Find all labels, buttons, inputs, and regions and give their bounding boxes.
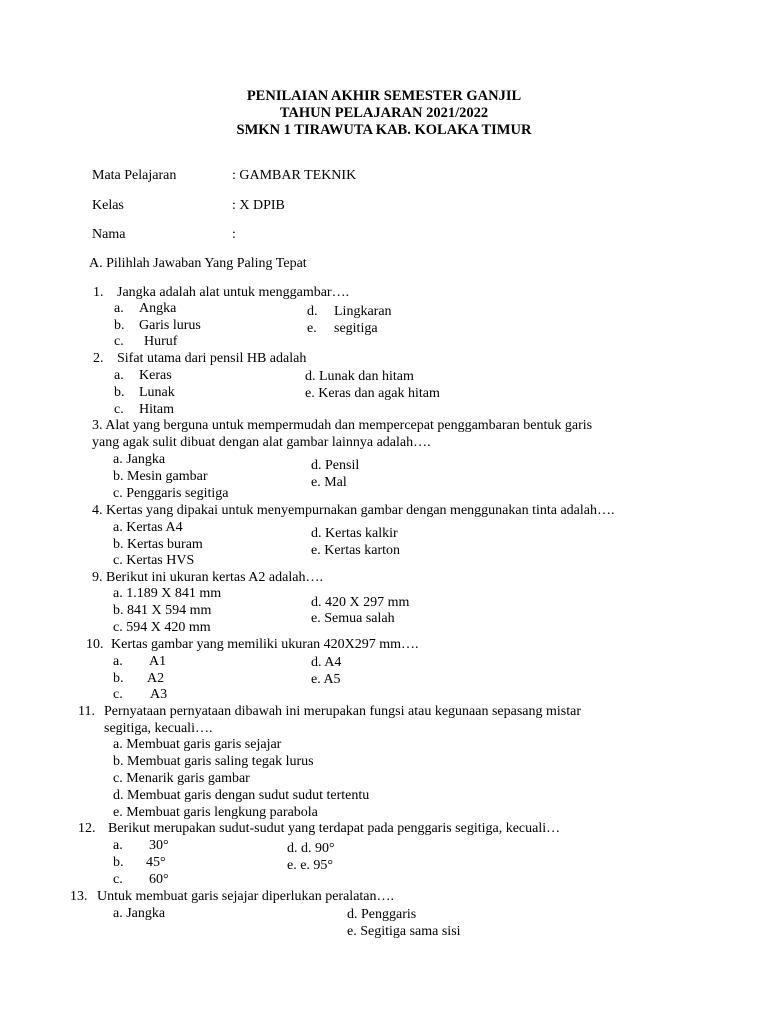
option-letter: e. — [307, 321, 317, 336]
option-letter: c. — [113, 872, 123, 887]
option-d: d. Lunak dan hitam — [305, 369, 414, 384]
option-d: d. A4 — [311, 655, 342, 670]
subject-label: Mata Pelajaran — [92, 168, 177, 183]
question-number: 1. — [93, 285, 104, 300]
option-a: Angka — [139, 301, 177, 316]
question-text: 3. Alat yang berguna untuk mempermudah dan mempercepat penggambaran bentuk garis — [92, 418, 593, 433]
option-e: e. Mal — [311, 475, 347, 490]
option-e: segitiga — [334, 321, 378, 336]
option-letter: c. — [114, 402, 124, 417]
option-letter: a. — [113, 654, 123, 669]
exam-title: PENILAIAN AKHIR SEMESTER GANJIL — [246, 88, 522, 104]
option-c: c. Kertas HVS — [113, 553, 195, 568]
option-d: d. Penggaris — [347, 907, 417, 922]
question-text: Kertas gambar yang memiliki ukuran 420X297 mm…. — [111, 637, 419, 652]
option-b: 45° — [146, 855, 166, 870]
option-a: a. Kertas A4 — [113, 520, 183, 535]
option-e: e. Segitiga sama sisi — [347, 924, 461, 939]
option-letter: b. — [113, 671, 124, 686]
option-b: b. Kertas buram — [113, 537, 203, 552]
section-a-heading: A. Pilihlah Jawaban Yang Paling Tepat — [89, 256, 307, 271]
question-number: 2. — [93, 351, 104, 366]
question-text: Berikut merupakan sudut-sudut yang terdapat pada penggaris segitiga, kecuali… — [108, 821, 561, 836]
school-name: SMKN 1 TIRAWUTA KAB. KOLAKA TIMUR — [236, 122, 532, 138]
question-text: Untuk membuat garis sejajar diperlukan peralatan…. — [97, 889, 395, 904]
question-number: 11. — [78, 704, 95, 719]
option-letter: b. — [113, 855, 124, 870]
option-e: e. Membuat garis lengkung parabola — [113, 805, 318, 820]
option-letter: a. — [114, 301, 124, 316]
question-text: yang agak sulit dibuat dengan alat gambar lainnya adalah…. — [92, 435, 431, 450]
name-label: Nama — [92, 227, 126, 242]
option-d: d. Membuat garis dengan sudut sudut tertentu — [113, 788, 370, 803]
option-d: d. Kertas kalkir — [311, 526, 398, 541]
option-a: 30° — [149, 838, 169, 853]
question-text: 9. Berikut ini ukuran kertas A2 adalah…. — [92, 570, 323, 585]
class-value: : X DPIB — [232, 198, 285, 213]
option-e: e. A5 — [311, 672, 341, 687]
option-letter: d. — [307, 304, 318, 319]
option-letter: b. — [114, 318, 125, 333]
option-letter: c. — [114, 334, 124, 349]
option-a: a. 1.189 X 841 mm — [113, 586, 222, 601]
option-d: d. Pensil — [311, 458, 360, 473]
option-b: b. 841 X 594 mm — [113, 603, 212, 618]
question-text: segitiga, kecuali…. — [104, 721, 213, 736]
option-e: e. Semua salah — [311, 611, 395, 626]
option-d: d. d. 90° — [287, 841, 335, 856]
question-number: 12. — [78, 821, 96, 836]
option-b: Lunak — [139, 385, 175, 400]
option-d: Lingkaran — [334, 304, 392, 319]
option-b: b. Membuat garis saling tegak lurus — [113, 754, 314, 769]
academic-year: TAHUN PELAJARAN 2021/2022 — [279, 105, 489, 121]
question-text: Jangka adalah alat untuk menggambar…. — [117, 285, 350, 300]
option-a: Keras — [139, 368, 172, 383]
question-text: 4. Kertas yang dipakai untuk menyempurnakan gambar dengan menggunakan tinta adalah…. — [92, 503, 615, 518]
option-a: a. Jangka — [113, 452, 166, 467]
option-a: a. Jangka — [113, 906, 166, 921]
option-c: c. Menarik garis gambar — [113, 771, 250, 786]
option-c: Hitam — [139, 402, 174, 417]
option-letter: c. — [113, 687, 123, 702]
option-c: Huruf — [144, 334, 178, 349]
subject-value: : GAMBAR TEKNIK — [232, 168, 357, 183]
option-c: c. 594 X 420 mm — [113, 620, 211, 635]
option-e: e. Keras dan agak hitam — [305, 386, 440, 401]
class-label: Kelas — [92, 198, 124, 213]
option-b: A2 — [147, 671, 165, 686]
question-number: 10. — [86, 637, 104, 652]
option-a: A1 — [149, 654, 167, 669]
question-number: 13. — [70, 889, 88, 904]
option-e: e. Kertas karton — [311, 543, 401, 558]
option-letter: b. — [114, 385, 125, 400]
option-c: 60° — [149, 872, 169, 887]
option-b: b. Mesin gambar — [113, 469, 208, 484]
option-c: c. Penggaris segitiga — [113, 486, 229, 501]
option-letter: a. — [114, 368, 124, 383]
option-letter: a. — [113, 838, 123, 853]
option-c: A3 — [150, 687, 168, 702]
option-d: d. 420 X 297 mm — [311, 595, 410, 610]
question-text: Pernyataan pernyataan dibawah ini merupakan fungsi atau kegunaan sepasang mistar — [104, 704, 581, 719]
option-e: e. e. 95° — [287, 858, 334, 873]
option-b: Garis lurus — [139, 318, 201, 333]
question-text: Sifat utama dari pensil HB adalah — [117, 351, 307, 366]
option-a: a. Membuat garis garis sejajar — [113, 737, 282, 752]
name-value: : — [232, 227, 236, 242]
